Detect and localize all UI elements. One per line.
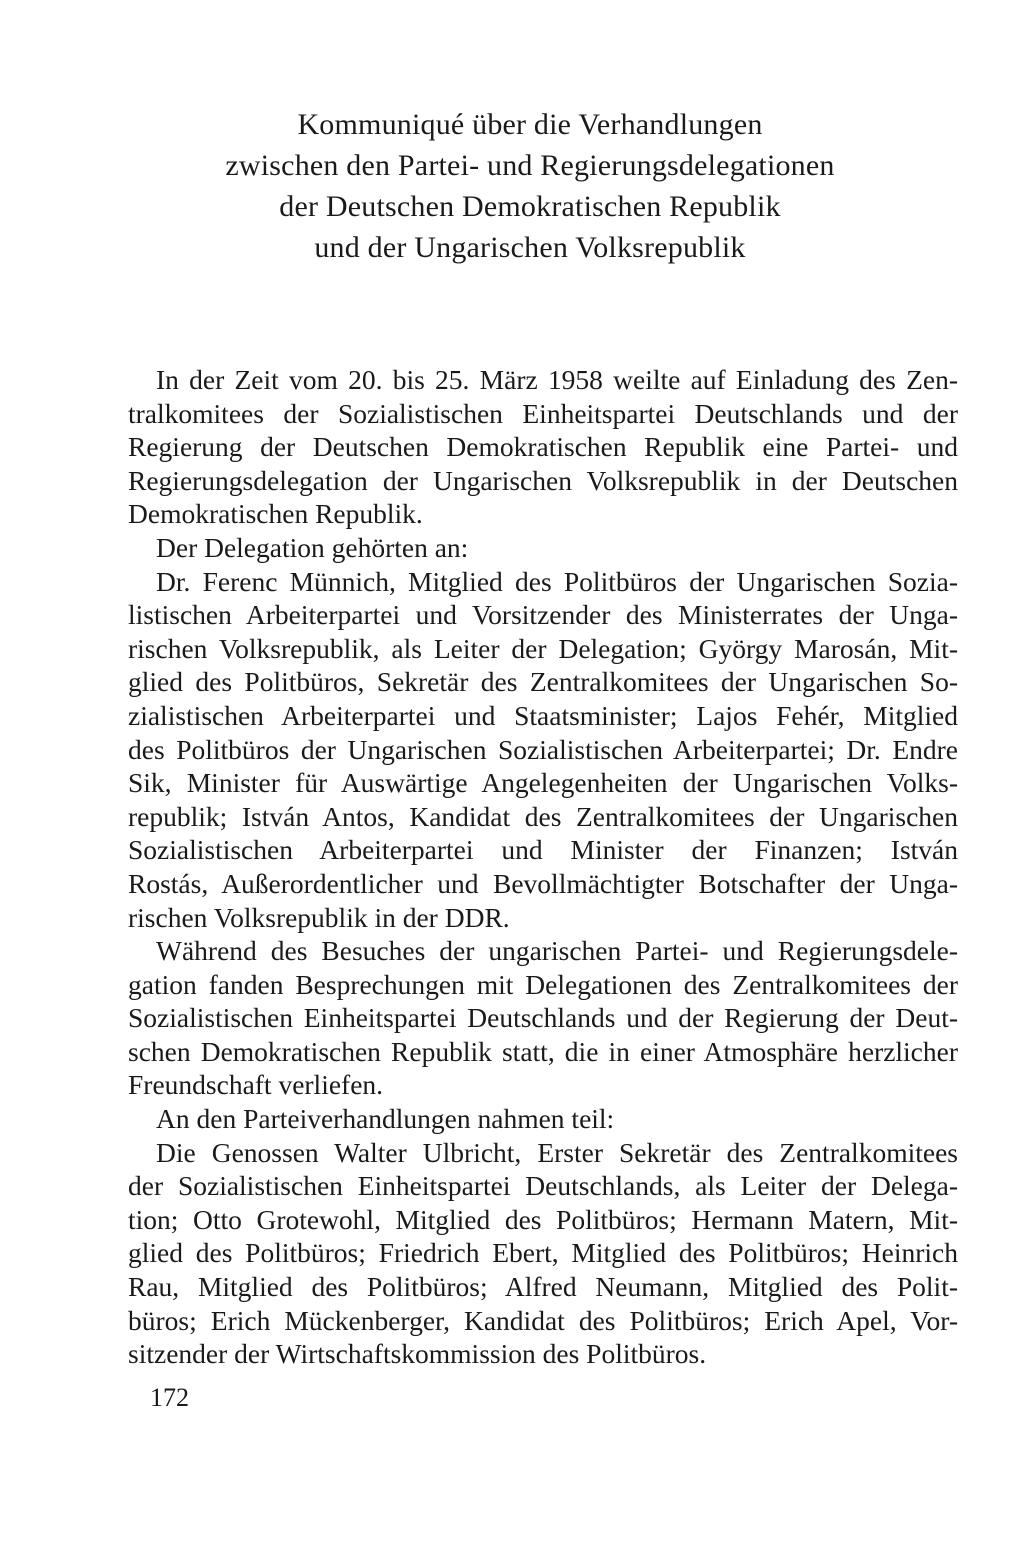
text-line: An den Parteiverhandlungen nahmen teil: — [156, 1103, 615, 1135]
title-line: zwischen den Partei- und Regierungsdelegationen — [225, 149, 835, 182]
text-line: des Politbüros der Ungarischen Sozialistischen Arbeiterpartei; Dr. Endre — [128, 733, 958, 765]
text-line: Der Delegation gehörten an: — [156, 531, 469, 563]
text-line: listischen Arbeiterpartei und Vorsitzender des Ministerrates der Unga- — [128, 599, 958, 631]
paragraph-delegation-heading — [128, 531, 958, 565]
text-line: Demokratischen Republik. — [128, 498, 423, 530]
text-line: Sozialistischen Einheitspartei Deutschlands und der Regierung der Deut- — [128, 1002, 958, 1034]
text-line: büros; Erich Mückenberger, Kandidat des Politbüros; Erich Apel, Vor- — [128, 1304, 958, 1336]
title-line: Kommuniqué über die Verhandlungen — [297, 108, 763, 141]
text-line: Die Genossen Walter Ulbricht, Erster Sekretär des Zentralkomitees — [156, 1136, 958, 1168]
text-line: Während des Besuches der ungarischen Partei- und Regierungsdele- — [156, 935, 958, 967]
document-body — [128, 363, 958, 1371]
text-line: Dr. Ferenc Münnich, Mitglied des Politbüros der Ungarischen Sozia- — [156, 565, 958, 597]
paragraph-visit — [128, 934, 958, 1102]
paragraph-party-members — [128, 1136, 958, 1371]
text-line: rischen Volksrepublik, als Leiter der Delegation; György Marosán, Mit- — [128, 632, 958, 664]
text-line: rischen Volksrepublik in der DDR. — [128, 901, 510, 933]
text-line: Sozialistischen Arbeiterpartei und Minister der Finanzen; István — [128, 834, 958, 866]
text-line: gation fanden Besprechungen mit Delegationen des Zentralkomitees der — [128, 968, 958, 1000]
text-line: Freundschaft verliefen. — [128, 1069, 384, 1101]
text-line: der Sozialistischen Einheitspartei Deutschlands, als Leiter der Delega- — [128, 1170, 958, 1202]
text-line: tralkomitees der Sozialistischen Einheitspartei Deutschlands und der — [128, 397, 958, 429]
text-line: Sik, Minister für Auswärtige Angelegenheiten der Ungarischen Volks- — [128, 767, 958, 799]
text-line: schen Demokratischen Republik statt, die in einer Atmosphäre herzlicher — [128, 1035, 958, 1067]
text-line: glied des Politbüros, Sekretär des Zentralkomitees der Ungarischen So- — [128, 666, 958, 698]
text-line: republik; István Antos, Kandidat des Zentralkomitees der Ungarischen — [128, 800, 958, 832]
text-line: In der Zeit vom 20. bis 25. März 1958 weilte auf Einladung des Zen- — [156, 364, 958, 395]
text-line: Regierung der Deutschen Demokratischen Republik eine Partei- und — [128, 431, 958, 463]
text-line: glied des Politbüros; Friedrich Ebert, Mitglied des Politbüros; Heinrich — [128, 1237, 958, 1269]
title-line: der Deutschen Demokratischen Republik — [279, 190, 781, 223]
text-line: zialistischen Arbeiterpartei und Staatsminister; Lajos Fehér, Mitglied — [128, 699, 958, 731]
page-title — [200, 104, 860, 268]
text-line: tion; Otto Grotewohl, Mitglied des Politbüros; Hermann Matern, Mit- — [128, 1203, 958, 1235]
text-line: sitzender der Wirtschaftskommission des Politbüros. — [128, 1338, 707, 1370]
text-line: Regierungsdelegation der Ungarischen Volksrepublik in der Deutschen — [128, 464, 958, 496]
paragraph-intro — [128, 363, 958, 531]
paragraph-delegation-members — [128, 565, 958, 935]
text-line: Rostás, Außerordentlicher und Bevollmächtigter Botschafter der Unga- — [128, 867, 958, 899]
paragraph-party-heading — [128, 1102, 958, 1136]
text-line: Rau, Mitglied des Politbüros; Alfred Neumann, Mitglied des Polit- — [128, 1271, 958, 1303]
page-number: 172 — [150, 1383, 189, 1412]
title-line: und der Ungarischen Volksrepublik — [314, 231, 746, 264]
